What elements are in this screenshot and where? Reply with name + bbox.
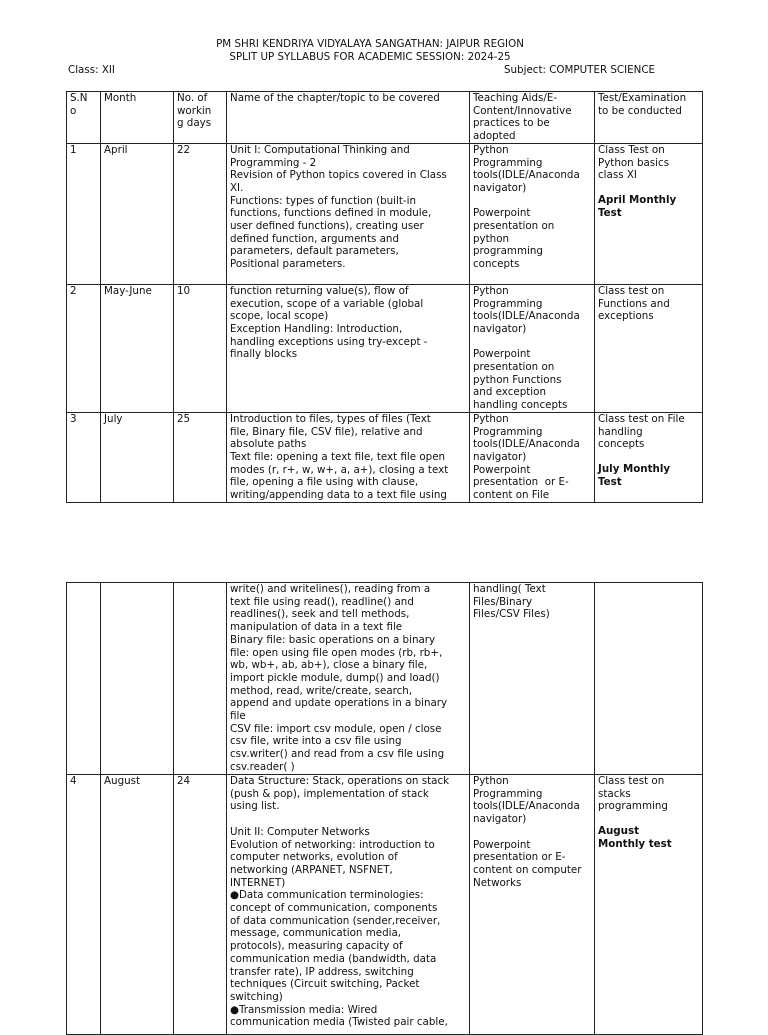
text-line: functions, functions defined in module, — [230, 207, 432, 220]
text-line: Class test on — [598, 284, 665, 297]
text-line: Programming - 2 — [230, 156, 317, 169]
text-line: Python — [473, 775, 509, 787]
table-header-row — [67, 92, 703, 144]
text-line: Programming — [473, 297, 543, 310]
table-row — [67, 583, 703, 775]
text-line: file: open using file open modes (rb, rb+, — [230, 646, 443, 659]
text-line: programming — [473, 245, 543, 258]
text-line: class XI — [598, 169, 637, 182]
text-line: computer networks, evolution of — [230, 851, 398, 864]
text-line: Functions: types of function (built-in — [230, 194, 417, 207]
text-line: communication media (bandwidth, data — [230, 952, 437, 965]
text-line: S.N — [70, 92, 88, 104]
text-line: content on File — [473, 489, 550, 502]
text-line: presentation or E- — [473, 851, 566, 864]
text-line: exceptions — [598, 310, 654, 323]
text-line: Networks — [473, 876, 522, 889]
table-row — [67, 143, 703, 284]
text-line: Unit II: Computer Networks — [230, 825, 370, 838]
cell-days: 25 — [174, 412, 227, 502]
text-line: write() and writelines(), reading from a — [230, 583, 431, 595]
cell-days: 10 — [174, 284, 227, 412]
subject-label: Subject: COMPUTER SCIENCE — [504, 64, 656, 76]
text-line: csv.writer() and read from a csv file using — [230, 748, 445, 761]
cell-topic — [227, 775, 470, 1035]
text-line: and exception — [473, 386, 546, 399]
text-line: workin — [177, 104, 212, 117]
text-line: tools(IDLE/Anaconda — [473, 169, 580, 182]
text-line: protocols), measuring capacity of — [230, 940, 403, 953]
text-line: file — [230, 710, 246, 723]
text-line — [473, 195, 591, 208]
cell-aids — [470, 412, 595, 502]
cell-aids — [470, 284, 595, 412]
cell-topic — [227, 583, 470, 775]
cell-days — [174, 583, 227, 775]
text-line: networking (ARPANET, NSFNET, — [230, 863, 393, 876]
text-line: absolute paths — [230, 438, 307, 451]
text-line: of data communication (sender,receiver, — [230, 914, 441, 927]
text-line — [473, 336, 591, 349]
text-line: scope, local scope) — [230, 310, 329, 323]
text-line: INTERNET) — [230, 876, 286, 889]
text-line: concept of communication, components — [230, 902, 438, 915]
document-title: PM SHRI KENDRIYA VIDYALAYA SANGATHAN: JAIPUR REGION — [216, 38, 524, 50]
document-subtitle: SPLIT UP SYLLABUS FOR ACADEMIC SESSION: 2024-25 — [229, 50, 511, 63]
text-line: using list. — [230, 800, 280, 813]
cell-days: 22 — [174, 143, 227, 284]
header-test — [595, 92, 703, 144]
table-row — [67, 412, 703, 502]
text-line: Test — [598, 206, 622, 219]
text-line: Data Structure: Stack, operations on stack — [230, 775, 450, 787]
text-line: handling — [598, 425, 643, 438]
text-line: concepts — [473, 258, 520, 271]
document-header — [0, 38, 768, 63]
text-line: practices to be — [473, 117, 550, 130]
text-line: stacks — [598, 787, 631, 800]
text-line: handling( Text — [473, 583, 546, 595]
text-line: defined function, arguments and — [230, 232, 399, 245]
cell-test — [595, 583, 703, 775]
text-line: Programming — [473, 156, 543, 169]
cell-sno: 4 — [67, 775, 101, 1035]
text-line: CSV file: import csv module, open / close — [230, 722, 442, 735]
text-line: concepts — [598, 438, 645, 451]
text-line: No. of — [177, 92, 208, 104]
text-line: Functions and — [598, 297, 670, 310]
text-line: import pickle module, dump() and load() — [230, 671, 440, 684]
text-line: message, communication media, — [230, 927, 402, 940]
text-line: tools(IDLE/Anaconda — [473, 438, 580, 451]
text-line: Evolution of networking: introduction to — [230, 838, 435, 851]
text-line: text file using read(), readline() and — [230, 595, 414, 608]
text-line: Revision of Python topics covered in Class — [230, 169, 447, 182]
cell-aids — [470, 583, 595, 775]
text-line: Powerpoint — [473, 838, 531, 851]
text-line: Exception Handling: Introduction, — [230, 322, 403, 335]
text-line: Class test on — [598, 775, 665, 787]
text-line — [473, 826, 591, 839]
text-line: execution, scope of a variable (global — [230, 297, 424, 310]
text-line: g days — [177, 117, 212, 130]
text-line: Text file: opening a text file, text file open — [230, 450, 446, 463]
cell-month: May-June — [101, 284, 174, 412]
cell-days: 24 — [174, 775, 227, 1035]
cell-sno: 1 — [67, 143, 101, 284]
text-line: o — [70, 104, 77, 117]
text-line: method, read, write/create, search, — [230, 684, 413, 697]
text-line: python — [473, 232, 510, 245]
text-line: navigator) — [473, 450, 527, 463]
text-line: Introduction to files, types of files (Text — [230, 412, 431, 425]
text-line: parameters, default parameters, — [230, 245, 399, 258]
cell-topic — [227, 284, 470, 412]
cell-topic — [227, 412, 470, 502]
text-line: readlines(), seek and tell methods, — [230, 608, 410, 621]
text-line: user defined functions), creating user — [230, 220, 424, 233]
text-line: python Functions — [473, 373, 562, 386]
text-line: Test/Examination — [598, 92, 687, 104]
text-line: Python basics — [598, 156, 670, 169]
text-line: Name of the chapter/topic to be covered — [230, 92, 440, 104]
text-line: Positional parameters. — [230, 258, 346, 271]
cell-topic — [227, 143, 470, 284]
text-line: Content/Innovative — [473, 104, 572, 117]
header-days — [174, 92, 227, 144]
text-line: Teaching Aids/E- — [473, 92, 558, 104]
text-line: Test — [598, 475, 622, 488]
text-line: file, Binary file, CSV file), relative and — [230, 425, 423, 438]
cell-sno — [67, 583, 101, 775]
text-line: modes (r, r+, w, w+, a, a+), closing a text — [230, 463, 449, 476]
text-line: manipulation of data in a text file — [230, 621, 403, 634]
text-line: content on computer — [473, 863, 582, 876]
header-month — [101, 92, 174, 144]
text-line: file, opening a file using with clause, — [230, 476, 419, 489]
text-line: Powerpoint — [473, 463, 531, 476]
cell-sno: 3 — [67, 412, 101, 502]
text-line: communication media (Twisted pair cable, — [230, 1016, 448, 1029]
text-line: April Monthly — [598, 193, 677, 206]
text-line: csv file, write into a csv file using — [230, 735, 402, 748]
text-line: Powerpoint — [473, 348, 531, 361]
cell-month: August — [101, 775, 174, 1035]
text-line: ●Transmission media: Wired — [230, 1003, 378, 1016]
text-line: Files/CSV Files) — [473, 608, 550, 621]
text-line: tools(IDLE/Anaconda — [473, 800, 580, 813]
cell-test — [595, 143, 703, 284]
text-line: tools(IDLE/Anaconda — [473, 310, 580, 323]
text-line: Python — [473, 143, 509, 156]
text-line: Python — [473, 284, 509, 297]
cell-month — [101, 583, 174, 775]
text-line: append and update operations in a binary — [230, 697, 448, 710]
cell-month: April — [101, 143, 174, 284]
text-line: Monthly test — [598, 837, 672, 850]
cell-test — [595, 284, 703, 412]
cell-test — [595, 412, 703, 502]
cell-aids — [470, 775, 595, 1035]
text-line: XI. — [230, 181, 244, 194]
text-line: Programming — [473, 787, 543, 800]
syllabus-table-continued — [66, 582, 703, 1035]
text-line: handling concepts — [473, 399, 568, 412]
text-line: presentation on — [473, 361, 555, 374]
table-row — [67, 775, 703, 1035]
text-line: Powerpoint — [473, 207, 531, 220]
header-topic — [227, 92, 470, 144]
text-line: finally blocks — [230, 348, 298, 361]
text-line: function returning value(s), flow of — [230, 284, 409, 297]
text-line: programming — [598, 800, 668, 813]
text-line: Programming — [473, 425, 543, 438]
text-line: Class Test on — [598, 143, 665, 156]
table-row — [67, 284, 703, 412]
text-line: Binary file: basic operations on a binary — [230, 633, 436, 646]
class-label: Class: XII — [68, 64, 115, 76]
text-line: August — [598, 825, 640, 838]
text-line: navigator) — [473, 813, 527, 826]
text-line: presentation on — [473, 220, 555, 233]
text-line: adopted — [473, 130, 516, 143]
header-sno — [67, 92, 101, 144]
text-line: Files/Binary — [473, 595, 533, 608]
text-line: Unit I: Computational Thinking and — [230, 143, 410, 156]
cell-sno: 2 — [67, 284, 101, 412]
text-line: techniques (Circuit switching, Packet — [230, 978, 420, 991]
text-line: wb, wb+, ab, ab+), close a binary file, — [230, 659, 428, 672]
text-line: Python — [473, 412, 509, 425]
text-line: to be conducted — [598, 104, 682, 117]
syllabus-table — [66, 91, 703, 503]
text-line: navigator) — [473, 322, 527, 335]
text-line: writing/appending data to a text file using — [230, 489, 447, 502]
text-line: Class test on File — [598, 412, 685, 425]
text-line — [230, 813, 466, 826]
text-line: navigator) — [473, 181, 527, 194]
text-line: Month — [104, 92, 137, 104]
text-line: handling exceptions using try-except - — [230, 335, 428, 348]
text-line: (push & pop), implementation of stack — [230, 787, 429, 800]
text-line: switching) — [230, 990, 283, 1003]
text-line: July Monthly — [598, 462, 671, 475]
cell-test — [595, 775, 703, 1035]
text-line: presentation or E- — [473, 476, 569, 489]
cell-aids — [470, 143, 595, 284]
text-line: ●Data communication terminologies: — [230, 889, 424, 902]
header-aids — [470, 92, 595, 144]
cell-month: July — [101, 412, 174, 502]
text-line: transfer rate), IP address, switching — [230, 965, 414, 978]
text-line: csv.reader( ) — [230, 760, 295, 773]
